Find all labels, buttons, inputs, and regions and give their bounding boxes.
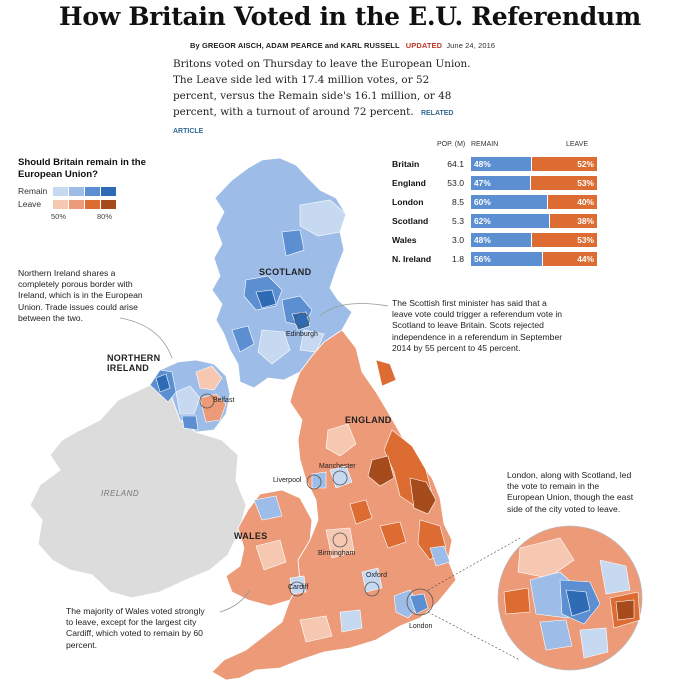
results-row-population: 53.0 <box>447 178 464 188</box>
results-row-name: London <box>392 197 424 207</box>
northern-ireland-label-2: IRELAND <box>107 363 150 373</box>
updated-label: UPDATED <box>405 41 443 50</box>
oxford-label: Oxford <box>366 572 388 579</box>
legend-leave-swatch-3 <box>85 200 100 209</box>
legend-remain-swatch-2 <box>69 187 84 196</box>
results-row-name: Britain <box>392 159 420 169</box>
legend <box>18 157 158 221</box>
leave-percent: 38% <box>577 216 594 226</box>
ireland-label: IRELAND <box>101 489 140 498</box>
results-row <box>392 251 597 267</box>
belfast-label: Belfast <box>213 397 235 404</box>
results-row-bar <box>471 157 597 171</box>
note-scotland: The Scottish first minister has said that a leave vote could trigger a referendum vote in Scotland to leave Britain. Scots rejected independence in a referendum in September 2014 by 55 percent to 45 percent. <box>392 298 563 353</box>
intro-text: Britons voted on Thursday to leave the European Union. The Leave side led with 17.4 million votes, or 52 percent, versus the Remain side's 16.1 million, or 48 percent, with a turnout of around 72 percent. <box>173 58 471 118</box>
results-row <box>392 232 597 248</box>
results-row-population: 1.8 <box>452 254 464 264</box>
legend-remain-label: Remain <box>18 186 48 196</box>
northern-ireland-label-1: NORTHERN <box>107 353 161 363</box>
legend-remain-swatch-3 <box>85 187 100 196</box>
london-zoom-inset[interactable] <box>498 526 642 670</box>
legend-leave-swatch-4 <box>101 200 116 209</box>
note-london: London, along with Scotland, led the vote to remain in the European Union, though the east side of the city voted to leave. <box>507 470 634 514</box>
results-row-bar <box>471 176 597 190</box>
byline-authors: By GREGOR AISCH, ADAM PEARCE and KARL RUSSELL <box>190 41 400 50</box>
legend-tick-low: 50% <box>51 212 67 221</box>
col-header-pop: POP. (M) <box>437 141 466 148</box>
remain-percent: 60% <box>474 197 491 207</box>
results-row-population: 8.5 <box>452 197 464 207</box>
legend-remain-swatch-1 <box>53 187 68 196</box>
legend-remain-swatch-4 <box>101 187 116 196</box>
results-row-population: 64.1 <box>447 159 464 169</box>
leave-percent: 40% <box>577 197 594 207</box>
results-row-name: Scotland <box>392 216 429 226</box>
london-label: London <box>409 623 433 630</box>
results-row-population: 5.3 <box>452 216 464 226</box>
col-header-remain: REMAIN <box>471 141 499 148</box>
manchester-label: Manchester <box>319 463 356 470</box>
results-row-population: 3.0 <box>452 235 464 245</box>
legend-leave-label: Leave <box>18 199 42 209</box>
results-row-bar <box>471 252 597 266</box>
results-row <box>392 175 597 191</box>
leave-percent: 44% <box>577 254 594 264</box>
results-row <box>392 156 597 172</box>
related-article-link[interactable]: RELATED ARTICLE <box>173 110 454 135</box>
remain-percent: 62% <box>474 216 491 226</box>
leave-percent: 53% <box>577 178 594 188</box>
remain-percent: 48% <box>474 235 491 245</box>
results-row <box>392 213 597 229</box>
birmingham-label: Birmingham <box>318 550 356 557</box>
scotland-label: SCOTLAND <box>259 267 312 277</box>
remain-percent: 48% <box>474 159 491 169</box>
england-label: ENGLAND <box>345 415 392 425</box>
results-row-bar <box>471 233 597 247</box>
leave-percent: 52% <box>577 159 594 169</box>
results-row <box>392 194 597 210</box>
legend-leave-swatch-1 <box>53 200 68 209</box>
page-title: How Britain Voted in the E.U. Referendum <box>59 2 641 31</box>
results-row-name: N. Ireland <box>392 254 432 264</box>
legend-title: Should Britain remain in the European Union? <box>18 157 146 180</box>
col-header-leave: LEAVE <box>566 141 589 148</box>
updated-date: June 24, 2016 <box>446 41 496 50</box>
legend-leave-swatch-2 <box>69 200 84 209</box>
remain-percent: 47% <box>474 178 491 188</box>
liverpool-label: Liverpool <box>273 477 302 484</box>
results-row-bar <box>471 195 597 209</box>
wales-label: WALES <box>234 531 268 541</box>
note-wales: The majority of Wales voted strongly to leave, except for the largest city Cardiff, which voted to remain by 60 percent. <box>66 606 205 650</box>
results-row-bar <box>471 214 597 228</box>
edinburgh-label: Edinburgh <box>286 331 318 338</box>
leave-percent: 53% <box>577 235 594 245</box>
note-northern-ireland: Northern Ireland shares a completely porous border with Ireland, which is in the European Union. Trade issues could arise between the two. <box>18 268 143 323</box>
results-row-name: England <box>392 178 426 188</box>
cardiff-label: Cardiff <box>288 584 309 591</box>
remain-percent: 56% <box>474 254 491 264</box>
results-row-name: Wales <box>392 235 417 245</box>
legend-tick-high: 80% <box>97 212 113 221</box>
